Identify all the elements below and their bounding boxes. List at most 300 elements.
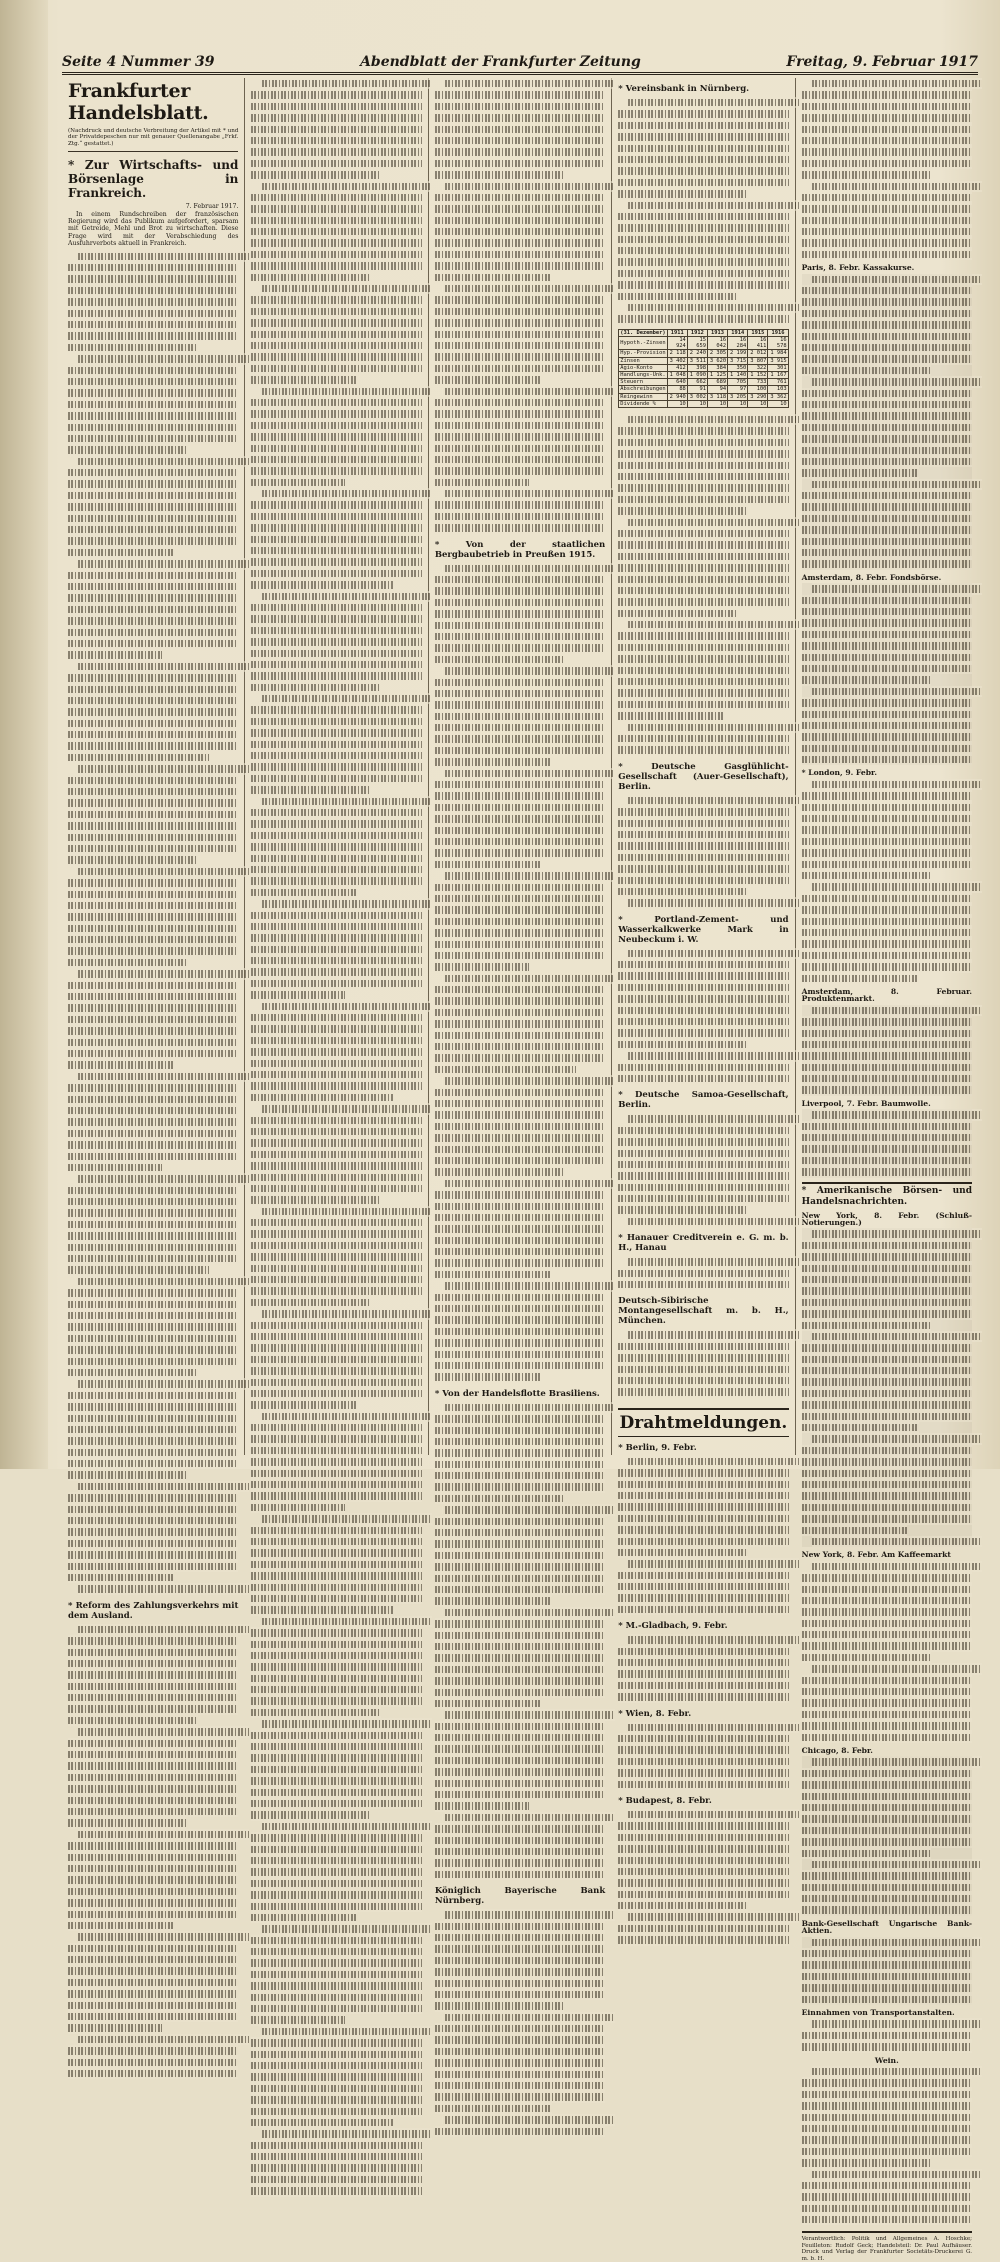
- text-line: [68, 1435, 238, 1446]
- text-line: [68, 319, 238, 330]
- table-cell: 3 915: [768, 357, 788, 364]
- text-line: [262, 898, 432, 909]
- text-line: [802, 2157, 932, 2168]
- text-line: [618, 1375, 788, 1386]
- text-line: [435, 984, 605, 995]
- text-line: [251, 704, 421, 715]
- text-line: [435, 1932, 605, 1943]
- text-line: [618, 1756, 788, 1767]
- text-line: [251, 636, 421, 647]
- text-line: [435, 859, 541, 870]
- text-line: [251, 1479, 421, 1490]
- text-line: [618, 744, 788, 755]
- text-line: [802, 1062, 972, 1073]
- text-line: [802, 558, 972, 569]
- text-line: [812, 1663, 982, 1674]
- text-line: [435, 511, 605, 522]
- text-line: [251, 192, 421, 203]
- text-line: [802, 1422, 920, 1433]
- text-line: [68, 1116, 238, 1127]
- text-line: [812, 274, 982, 285]
- text-line: [68, 820, 238, 831]
- text-line: [68, 1367, 198, 1378]
- text-line: [435, 1595, 553, 1606]
- text-line: [802, 847, 972, 858]
- section-title: * Portland-Zement- und Wasserkalkwerke Mark in Neubeckum i. W.: [618, 914, 789, 945]
- market-title: Chicago, 8. Febr.: [801, 1746, 873, 1755]
- text-line: [628, 1113, 798, 1124]
- text-line: [618, 863, 788, 874]
- text-line: [802, 1445, 972, 1456]
- text-line: [68, 1988, 238, 1999]
- text-line: [251, 955, 421, 966]
- table-cell: 761: [768, 379, 788, 386]
- text-line: [435, 711, 605, 722]
- text-line: [68, 1863, 238, 1874]
- text-line: [68, 775, 238, 786]
- text-block: [435, 563, 605, 1383]
- text-line: [802, 2180, 972, 2191]
- section-title: * Reform des Zahlungsverkehrs mit dem Ausland.: [68, 1600, 239, 1621]
- text-line: [251, 1547, 421, 1558]
- text-line: [618, 993, 788, 1004]
- text-line: [435, 443, 605, 454]
- text-line: [251, 2037, 421, 2048]
- text-line: [68, 308, 238, 319]
- text-line: [251, 1217, 421, 1228]
- text-line: [435, 2069, 605, 2080]
- text-line: [251, 1377, 421, 1388]
- text-line: [251, 807, 421, 818]
- text-line: [251, 351, 421, 362]
- text-line: [435, 1857, 605, 1868]
- text-line: [628, 517, 798, 528]
- table-header-cell: 1916: [768, 329, 788, 336]
- market-title: Wein.: [874, 2055, 899, 2065]
- article-date: 7. Februar 1917.: [185, 203, 239, 211]
- text-line: [68, 889, 238, 900]
- text-line: [68, 1515, 238, 1526]
- text-line: [435, 340, 605, 351]
- text-line: [435, 499, 605, 510]
- text-line: [68, 945, 238, 956]
- text-line: [618, 1570, 788, 1581]
- text-line: [802, 870, 932, 881]
- text-line: [802, 445, 972, 456]
- quote-block: [802, 1756, 972, 1915]
- text-line: [435, 756, 553, 767]
- text-line: [68, 752, 209, 763]
- text-line: [445, 2114, 615, 2125]
- text-line: [445, 181, 615, 192]
- text-line: [435, 1743, 605, 1754]
- table-cell: 3 002: [687, 393, 707, 400]
- text-line: [618, 818, 788, 829]
- text-line: [802, 1882, 972, 1893]
- text-line: [812, 2066, 982, 2077]
- text-line: [68, 1390, 238, 1401]
- text-line: [435, 927, 605, 938]
- text-line: [435, 1955, 605, 1966]
- text-line: [802, 1640, 972, 1651]
- text-line: [618, 1668, 788, 1679]
- text-line: [251, 1912, 357, 1923]
- text-line: [802, 124, 972, 135]
- text-line: [618, 1268, 788, 1279]
- text-line: [251, 1730, 421, 1741]
- text-line: [68, 1647, 238, 1658]
- text-line: [802, 2146, 972, 2157]
- text-line: [435, 1573, 605, 1584]
- text-line: [435, 306, 605, 317]
- text-line: [812, 1937, 982, 1948]
- text-line: [802, 249, 972, 260]
- text-line: [68, 547, 174, 558]
- text-line: [618, 852, 788, 863]
- text-line: [802, 547, 972, 558]
- text-line: [262, 1616, 432, 1627]
- text-line: [802, 1870, 972, 1881]
- table-cell: Dividende %: [619, 400, 667, 407]
- text-line: [251, 2151, 421, 2162]
- text-line: [78, 661, 248, 672]
- text-line: [802, 1354, 972, 1365]
- text-line: [435, 146, 605, 157]
- text-line: [251, 1866, 421, 1877]
- quote-block: [802, 1228, 972, 1547]
- text-line: [68, 1037, 238, 1048]
- text-line: [68, 1783, 238, 1794]
- text-line: [628, 897, 798, 908]
- text-line: [435, 1527, 605, 1538]
- text-line: [435, 374, 541, 385]
- text-line: [802, 1893, 972, 1904]
- text-line: [251, 374, 357, 385]
- text-line: [618, 1490, 788, 1501]
- text-line: [78, 1624, 248, 1635]
- text-line: [68, 991, 238, 1002]
- table-cell: 3 118: [707, 393, 727, 400]
- text-line: [435, 1166, 565, 1177]
- text-line: [68, 285, 238, 296]
- figures-table: [618, 329, 788, 408]
- text-line: [68, 342, 198, 353]
- text-line: [802, 1994, 972, 2005]
- text-line: [68, 706, 238, 717]
- table-cell: 10: [768, 400, 788, 407]
- table-cell: Agio-Konto: [619, 364, 667, 371]
- text-line: [68, 330, 238, 341]
- text-line: [618, 1136, 788, 1147]
- text-line: [251, 1787, 421, 1798]
- table-cell: 412: [667, 364, 687, 371]
- text-line: [68, 422, 238, 433]
- text-line: [802, 813, 972, 824]
- text-line: [618, 108, 788, 119]
- text-line: [435, 745, 605, 756]
- text-line: [618, 1341, 788, 1352]
- text-line: [251, 2162, 421, 2173]
- text-line: [68, 1185, 238, 1196]
- text-line: [251, 1251, 421, 1262]
- text-line: [68, 490, 238, 501]
- table-cell: 705: [728, 379, 748, 386]
- section-title: * Amerikanische Börsen- und Handelsnachrichten.: [802, 1182, 972, 1208]
- text-line: [251, 135, 421, 146]
- text-line: [628, 302, 798, 313]
- header-center: Abendblatt der Frankfurter Zeitung: [360, 54, 641, 70]
- text-line: [445, 1909, 615, 1920]
- text-line: [68, 729, 238, 740]
- text-line: [251, 169, 381, 180]
- table-row: [619, 364, 788, 371]
- text-line: [68, 786, 238, 797]
- table-cell: 3 362: [768, 393, 788, 400]
- table-cell: 350: [728, 364, 748, 371]
- text-line: [435, 1698, 541, 1709]
- text-line: [435, 779, 605, 790]
- text-line: [68, 2057, 238, 2068]
- text-line: [68, 1253, 238, 1264]
- text-line: [251, 750, 421, 761]
- text-line: [802, 1376, 972, 1387]
- text-line: [802, 1342, 972, 1353]
- text-line: [628, 722, 798, 733]
- text-line: [618, 1524, 788, 1535]
- text-line: [802, 1166, 972, 1177]
- text-line: [78, 2034, 248, 2045]
- text-line: [68, 957, 186, 968]
- text-line: [618, 1691, 788, 1702]
- text-line: [435, 363, 605, 374]
- text-line: [68, 695, 238, 706]
- text-line: [68, 1264, 209, 1275]
- text-line: [68, 1424, 238, 1435]
- text-line: [802, 1982, 972, 1993]
- text-line: [445, 488, 615, 499]
- text-line: [435, 1436, 605, 1447]
- section-title: * Deutsche Gasglühlicht-Gesellschaft (Auer-Gesellschaft), Berlin.: [618, 761, 789, 792]
- dispatch-title: * M.-Gladbach, 9. Febr.: [618, 1621, 728, 1632]
- text-line: [802, 1779, 972, 1790]
- text-line: [68, 1059, 174, 1070]
- text-line: [435, 237, 605, 248]
- section-title: * Von der Handelsflotte Brasiliens.: [434, 1388, 600, 1399]
- text-line: [435, 1144, 605, 1155]
- text-line: [618, 234, 788, 245]
- table-row: [619, 337, 788, 350]
- table-cell: Hypoth.-Zinsen: [619, 337, 667, 350]
- text-line: [262, 2128, 432, 2139]
- text-line: [251, 659, 421, 670]
- text-line: [251, 648, 421, 659]
- text-line: [68, 365, 238, 376]
- text-line: [251, 294, 421, 305]
- text-line: [812, 1561, 982, 1572]
- text-line: [251, 556, 421, 567]
- text-line: [78, 1071, 248, 1082]
- text-line: [68, 1692, 238, 1703]
- text-line: [78, 1378, 248, 1389]
- text-line: [812, 1005, 982, 1016]
- text-line: [802, 331, 972, 342]
- text-line: [802, 731, 972, 742]
- text-line: [68, 1242, 238, 1253]
- text-line: [435, 1732, 605, 1743]
- text-line: [802, 1028, 972, 1039]
- text-line: [251, 146, 421, 157]
- text-line: [802, 1606, 972, 1617]
- text-line: [251, 317, 421, 328]
- text-line: [802, 89, 972, 100]
- text-line: [68, 1760, 238, 1771]
- text-line: [435, 654, 565, 665]
- text-line: [262, 693, 432, 704]
- column-1: [62, 78, 245, 1621]
- text-line: [628, 414, 798, 425]
- text-line: [435, 733, 605, 744]
- text-line: [68, 1162, 162, 1173]
- text-line: [802, 513, 972, 524]
- text-line: [618, 1889, 788, 1900]
- table-cell: 1 140: [728, 372, 748, 379]
- text-line: [435, 1109, 605, 1120]
- text-line: [435, 1413, 605, 1424]
- text-line: [251, 887, 357, 898]
- text-line: [251, 1320, 421, 1331]
- text-line: [262, 1923, 432, 1934]
- text-line: [435, 2103, 553, 2114]
- text-line: [435, 1447, 605, 1458]
- text-line: [251, 853, 421, 864]
- text-line: [802, 1904, 972, 1915]
- text-line: [435, 847, 605, 858]
- table-cell: 16 042: [707, 337, 727, 350]
- text-line: [78, 456, 248, 467]
- text-line: [68, 535, 238, 546]
- text-line: [618, 875, 788, 886]
- text-block: [802, 779, 972, 984]
- text-line: [618, 1843, 788, 1854]
- text-line: [68, 1909, 238, 1920]
- text-line: [802, 1084, 972, 1095]
- text-line: [802, 1308, 972, 1319]
- text-line: [435, 1921, 605, 1932]
- text-line: [618, 1680, 788, 1691]
- text-line: [435, 1869, 605, 1880]
- text-line: [435, 1493, 565, 1504]
- text-line: [251, 910, 421, 921]
- dispatch-title: * Berlin, 9. Febr.: [618, 1442, 697, 1453]
- text-line: [68, 638, 238, 649]
- text-line: [618, 1386, 788, 1397]
- text-line: [435, 1212, 605, 1223]
- text-line: [68, 740, 238, 751]
- text-line: [251, 408, 421, 419]
- text-block: [618, 1113, 788, 1227]
- market-title: Liverpool, 7. Febr. Baumwolle.: [801, 1098, 931, 1108]
- text-line: [618, 1513, 788, 1524]
- table-cell: 2 199: [728, 350, 748, 357]
- text-line: [802, 1584, 972, 1595]
- text-line: [78, 1481, 248, 1492]
- text-line: [68, 273, 238, 284]
- text-line: [251, 1035, 421, 1046]
- text-line: [802, 1732, 972, 1743]
- text-line: [251, 989, 345, 1000]
- text-line: [618, 528, 788, 539]
- text-line: [802, 158, 972, 169]
- text-line: [618, 245, 788, 256]
- text-line: [435, 203, 605, 214]
- text-line: [435, 294, 605, 305]
- text-line: [618, 1877, 788, 1888]
- text-line: [435, 329, 605, 340]
- text-line: [435, 1687, 605, 1698]
- text-line: [251, 1832, 421, 1843]
- text-line: [435, 2080, 605, 2091]
- text-line: [802, 1948, 972, 1959]
- text-line: [435, 465, 605, 476]
- text-line: [812, 376, 982, 387]
- text-line: [78, 251, 248, 262]
- text-line: [802, 1490, 972, 1501]
- table-cell: 16 578: [768, 337, 788, 350]
- table-header-cell: 1915: [748, 329, 768, 336]
- section-title: * Vereinsbank in Nürnberg.: [618, 84, 750, 94]
- text-line: [251, 1604, 392, 1615]
- text-line: [68, 1105, 238, 1116]
- text-block: [251, 78, 421, 2197]
- text-line: [68, 2045, 238, 2056]
- text-block: [618, 1256, 788, 1290]
- text-line: [68, 1447, 238, 1458]
- text-line: [435, 1584, 605, 1595]
- text-block: [618, 1722, 788, 1790]
- table-cell: 3 402: [667, 357, 687, 364]
- text-line: [618, 1547, 748, 1558]
- text-line: [68, 1874, 238, 1885]
- text-line: [251, 1639, 421, 1650]
- text-line: [435, 1326, 605, 1337]
- text-line: [68, 1703, 238, 1714]
- text-line: [435, 1425, 605, 1436]
- text-line: [78, 558, 248, 569]
- text-line: [251, 158, 421, 169]
- text-line: [445, 1709, 615, 1720]
- text-line: [68, 387, 238, 398]
- text-line: [802, 433, 972, 444]
- text-line: [802, 319, 972, 330]
- text-line: [435, 2000, 565, 2011]
- text-line: [68, 1943, 238, 1954]
- text-line: [812, 181, 982, 192]
- text-line: [802, 2041, 972, 2052]
- text-line: [802, 2214, 972, 2225]
- text-line: [251, 237, 421, 248]
- text-line: [68, 854, 198, 865]
- table-row: [619, 400, 788, 407]
- table-cell: 1 167: [768, 372, 788, 379]
- text-line: [251, 1160, 421, 1171]
- text-line: [251, 1935, 421, 1946]
- text-line: [262, 1103, 432, 1114]
- text-line: [628, 97, 798, 108]
- text-line: [251, 1342, 421, 1353]
- text-line: [251, 1240, 421, 1251]
- text-line: [68, 1920, 174, 1931]
- market-title: * London, 9. Febr.: [801, 768, 877, 778]
